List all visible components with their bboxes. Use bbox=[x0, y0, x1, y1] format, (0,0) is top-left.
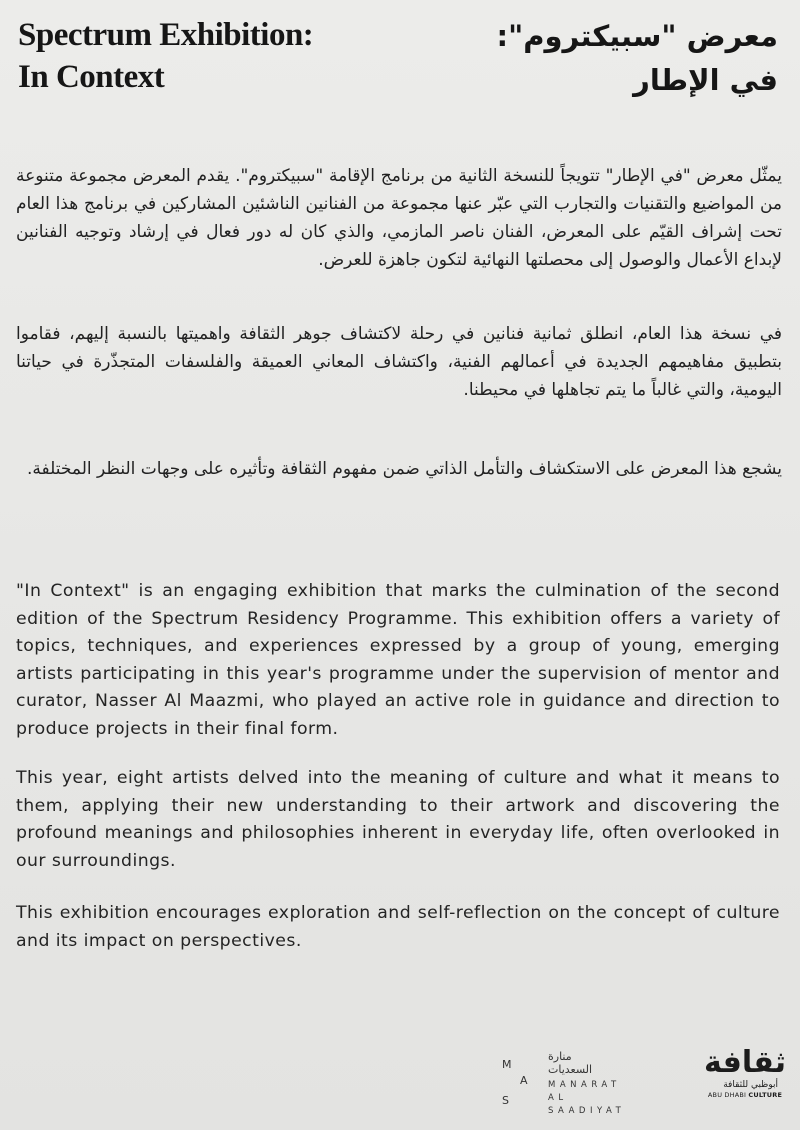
english-paragraph-3: This exhibition encourages exploration and self-reflection on the concept of culture and its impact on perspectives. bbox=[16, 903, 780, 951]
adc-english-subtitle bbox=[700, 1091, 790, 1100]
manarat-english-wordmark bbox=[548, 1079, 668, 1118]
manarat-word-2: AL bbox=[548, 1093, 568, 1103]
english-paragraph-1: "In Context" is an engaging exhibition that marks the culmination of the second edition of the Spectrum Residency Programme. This exhibition offers a variety of topics, techniques, and experiences expressed by a group of young, emerging artists participating in this year's programme under the supervision of mentor and curator, Nasser Al Maazmi, who played an active role in guidance and direction to produce projects in their final form. bbox=[16, 581, 780, 739]
title-english bbox=[18, 14, 398, 98]
title-arabic-line-2: في الإطار bbox=[633, 63, 778, 97]
adc-english-word-2: CULTURE bbox=[748, 1091, 783, 1099]
adc-arabic-subtitle: أبوظبي للثقافة bbox=[723, 1080, 778, 1090]
title-arabic-line-1: معرض "سبيكتروم": bbox=[496, 19, 778, 53]
arabic-paragraph-3: يشجع هذا المعرض على الاستكشاف والتأمل الذاتي ضمن مفهوم الثقافة وتأثيره على وجهات النظر المختلفة. bbox=[27, 459, 782, 479]
mas-letter-a: A bbox=[520, 1074, 528, 1087]
manarat-al-saadiyat-logo bbox=[548, 1050, 668, 1118]
sponsor-logos bbox=[0, 1040, 800, 1130]
adc-arabic-logo: ثقافة bbox=[704, 1045, 786, 1080]
english-paragraph-2: This year, eight artists delved into the meaning of culture and what it means to them, applying their new understanding to their artwork and discovering the profound meanings and philosophies inherent in everyday life, often overlooked in our surroundings. bbox=[16, 768, 780, 871]
abu-dhabi-culture-logo bbox=[700, 1046, 790, 1100]
title-arabic bbox=[418, 14, 778, 102]
mas-letter-m: M bbox=[502, 1058, 512, 1071]
arabic-paragraph-1: يمثّل معرض "في الإطار" تتويجاً للنسخة الثانية من برنامج الإقامة "سبيكتروم". يقدم المعرض مجموعة متنوعة من المواضيع والتقنيات والتجارب التي عبّر عنها مجموعة من الفنانين الناشئين المشاركين في برنامج هذا العام تحت إشراف القيّم على المعرض، الفنان ناصر المازمي، والذي كان له دور فعال في إرشاد وتوجيه الفنانين لإبداع الأعمال والوصول إلى محصلتها النهائية لتكون جاهزة للعرض. bbox=[16, 166, 782, 270]
title-english-line-2: In Context bbox=[18, 59, 165, 95]
manarat-word-1: MANARAT bbox=[548, 1080, 621, 1090]
arabic-paragraph-2: في نسخة هذا العام، انطلق ثمانية فنانين في رحلة لاكتشاف جوهر الثقافة واهميتها بالنسبة إليهم، فقاموا بتطبيق مفاهيمهم الجديدة في أعمالهم الفنية، واكتشاف المعاني العميقة والفلسفات المتجذّرة في حياتنا اليومية، والتي غالباً ما يتم تجاهلها في محيطنا. bbox=[16, 324, 782, 400]
title-english-line-1: Spectrum Exhibition: bbox=[18, 17, 314, 53]
mas-logo bbox=[498, 1048, 538, 1108]
manarat-word-3: SAADIYAT bbox=[548, 1106, 626, 1116]
manarat-arabic-wordmark: منارة السعديات bbox=[548, 1050, 593, 1076]
adc-english-word-1: ABU DHABI bbox=[707, 1091, 749, 1099]
mas-letter-s: S bbox=[502, 1094, 509, 1107]
